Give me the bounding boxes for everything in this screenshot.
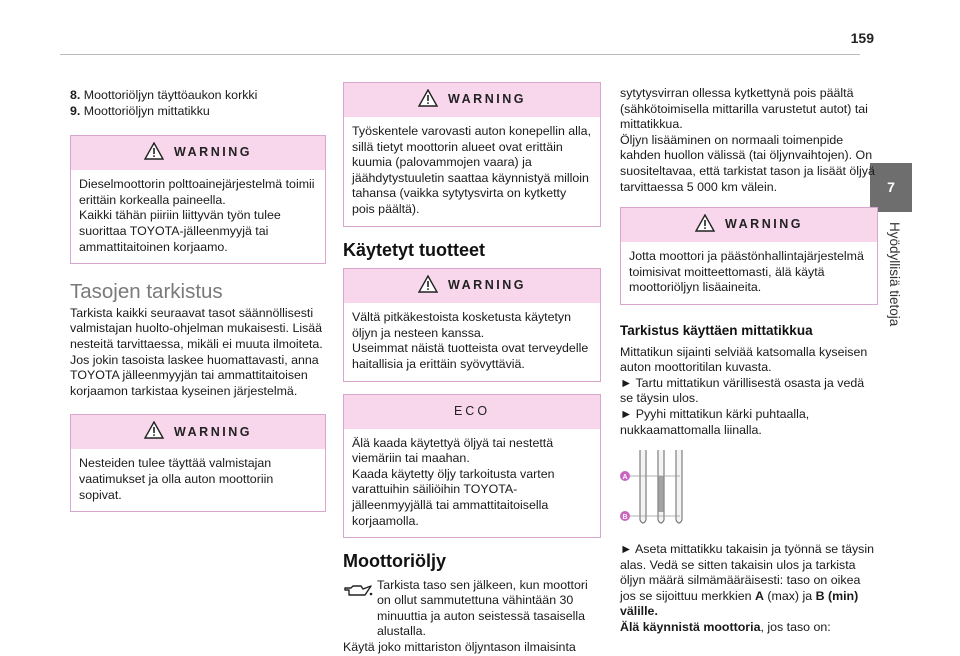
warning-text: Nesteiden tulee täyttää valmistajan vaatimukset ja olla auton moottoriin sopivat.: [79, 456, 274, 502]
oil-paragraph: [343, 578, 601, 640]
intro-text: sytytysvirran ollessa kytkettynä pois päältä (sähkötoimisella mittarilla varustetut autot) tai mittatikkua.: [620, 86, 868, 132]
eco-box: [343, 394, 601, 539]
column-3: [620, 86, 878, 636]
warning-body: [71, 170, 325, 263]
column-2: [343, 82, 601, 656]
section-title: Moottoriöljy: [343, 551, 446, 572]
warning-box: [620, 207, 878, 305]
warning-box: [70, 135, 326, 264]
final-text: [620, 542, 878, 636]
eco-body: [344, 429, 600, 538]
warning-header: [621, 208, 877, 242]
warning-text: Useimmat näistä tuotteista ovat terveydelle haitallisia ja erittäin syövyttäviä.: [352, 341, 589, 371]
final-text-part: ► Aseta mittatikku takaisin ja työnnä se täysin alas. Vedä se sitten takaisin ulos ja tarkista öljyn määrä silmämääräisesti: taso on oikea jos se sijoittuu merkkien: [620, 542, 875, 603]
section-title: Käytetyt tuotteet: [343, 239, 486, 260]
warning-title: WARNING: [725, 217, 803, 232]
column-1: [70, 88, 326, 512]
list-number: 9.: [70, 103, 81, 118]
dipstick-illustration: [620, 450, 878, 530]
warning-triangle-icon: [144, 421, 164, 444]
list-item: [70, 104, 326, 120]
warning-box: [343, 268, 601, 381]
chapter-tab: 7: [870, 163, 912, 211]
warning-title: WARNING: [174, 145, 252, 160]
warning-triangle-icon: [695, 214, 715, 237]
warning-triangle-icon: [144, 142, 164, 165]
oil-text: Käytä joko mittariston öljyntason ilmaisinta: [343, 640, 576, 655]
warning-body: [344, 117, 600, 226]
warning-text: Jotta moottori ja päästönhallintajärjestelmä toimisivat moitteettomasti, älä käytä moottoriöljyn lisäaineita.: [629, 249, 864, 295]
oil-can-icon: [343, 578, 377, 640]
eco-text: Älä kaada käytettyä öljyä tai nestettä viemäriin tai maahan.: [352, 435, 554, 466]
warning-text: Työskentele varovasti auton konepellin alla, sillä tietyt moottorin alueet ovat erittäin kuumia (palovammojen vaara) ja jäähdytystuuletin saattaa käynnistyä milloin tahansa (vaikka sytytysvirta on kytketty pois päältä).: [352, 124, 592, 216]
oil-text: Tarkista taso sen jälkeen, kun moottori on ollut sammutettuna vähintään 30 minuuttia ja auton seistessä tasaisella alustalla.: [377, 577, 588, 639]
warning-body: [621, 242, 877, 304]
warning-body: [344, 303, 600, 380]
chapter-title: Hyödyllisiä tietoja: [887, 222, 902, 327]
subsection-text: ► Pyyhi mittatikun kärki puhtaalla, nukkaamattomalla liinalla.: [620, 406, 810, 437]
intro-text: Öljyn lisääminen on normaali toimenpide kahden huollon välissä (tai öljynvaihtojen). On suositeltavaa, että tarkistat tason ja lisäät öljyä tarvittaessa 5 000 km välein.: [620, 132, 875, 194]
top-rule: [60, 54, 860, 55]
section-text: Tarkista kaikki seuraavat tasot säännöllisesti valmistajan huolto-ohjelman mukaisesti. Lisää nesteitä tarvittaessa, mikäli ei muuta ilmoiteta. Jos jokin tasoista laskee huomattavasti, anna TOYOTA jälleenmyyjän tai ammattitaitoisen korjaamon tarkistaa kyseinen järjestelmä.: [70, 305, 323, 398]
warning-triangle-icon: [418, 275, 438, 298]
final-text-bold: B (min) välille.: [620, 588, 859, 619]
subsection-title: Tarkistus käyttäen mittatikkua: [620, 322, 813, 338]
subsection-text: ► Tartu mittatikun värillisestä osasta ja vedä se täysin ulos.: [620, 375, 865, 406]
warning-header: [344, 269, 600, 303]
section-title: Tasojen tarkistus: [70, 280, 223, 304]
warning-header: [71, 136, 325, 170]
list-number: 8.: [70, 88, 81, 102]
warning-text: Kaikki tähän piiriin liittyvän työn tulee suorittaa TOYOTA-jälleenmyyjä tai ammattitaitoinen korjaamo.: [79, 208, 281, 254]
eco-text: Kaada käytetty öljy tarkoitusta varten varattuihin säiliöihin TOYOTA-jälleenmyyjällä tai ammattitaitoisella korjaamolla.: [352, 466, 555, 528]
warning-header: [71, 415, 325, 449]
final-text-part: , jos taso on:: [760, 620, 831, 635]
warning-box: [343, 82, 601, 227]
dipstick-drawing: [620, 450, 700, 530]
warning-text: Vältä pitkäkestoista kosketusta käytetyn öljyn ja nesteen kanssa.: [352, 310, 572, 340]
warning-box: [70, 414, 326, 512]
warning-title: WARNING: [448, 92, 526, 107]
warning-triangle-icon: [418, 89, 438, 112]
warning-header: [344, 83, 600, 117]
final-text-bold: Älä käynnistä moottoria: [620, 620, 761, 635]
list-text: Moottoriöljyn mittatikku: [83, 103, 210, 118]
marker-b-label: B: [622, 514, 628, 522]
warning-text: Dieselmoottorin polttoainejärjestelmä toimii erittäin korkealla paineella.: [79, 177, 315, 207]
final-text-part: (max) ja: [763, 588, 816, 603]
page-number: 159: [850, 30, 874, 46]
warning-title: WARNING: [174, 424, 252, 439]
list-text: Moottoriöljyn täyttöaukon korkki: [83, 88, 258, 102]
marker-a-label: A: [622, 474, 628, 482]
list-item: [70, 88, 326, 104]
final-text-bold: A: [754, 588, 764, 603]
warning-title: WARNING: [448, 278, 526, 293]
eco-header: ECO: [344, 395, 600, 429]
subsection-text: Mittatikun sijainti selviää katsomalla kyseisen auton moottoritilan kuvasta.: [620, 344, 868, 375]
warning-body: [71, 449, 325, 511]
